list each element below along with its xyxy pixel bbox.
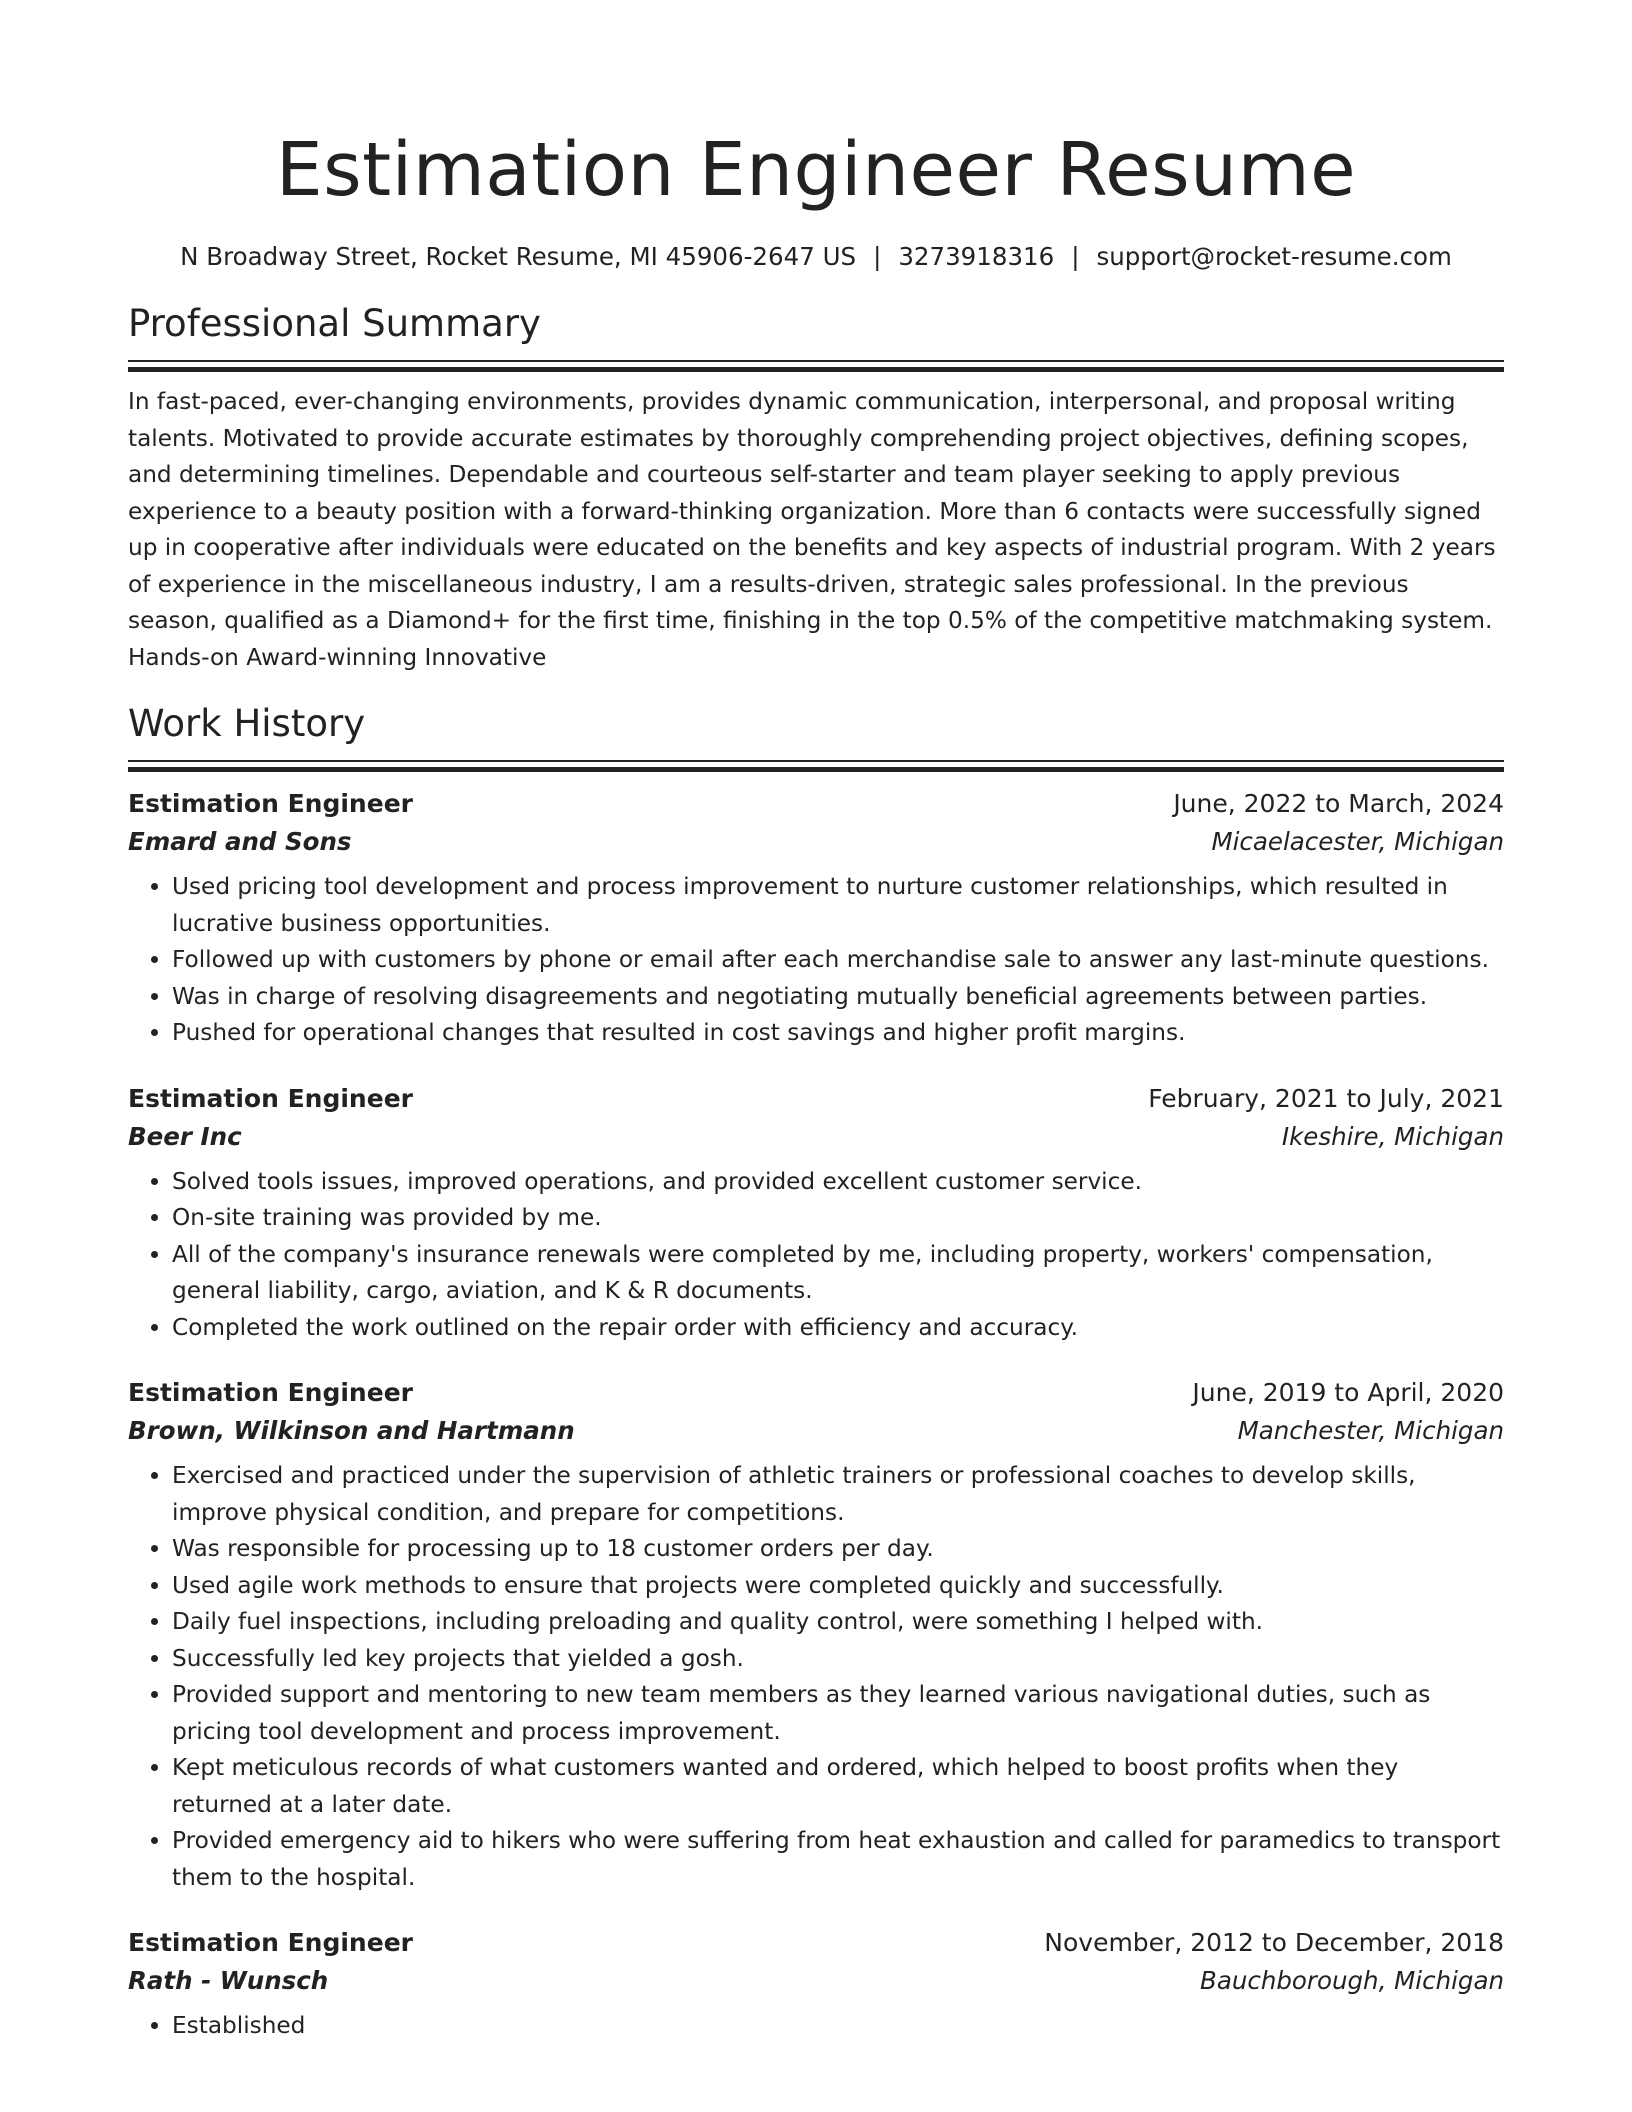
contact-separator: | xyxy=(1071,242,1080,271)
job-bullet: • Provided emergency aid to hikers who were suffering from heat exhaustion and called for paramedics to transport them to the hospital. xyxy=(172,1823,1504,1896)
job-subheader-row xyxy=(128,1962,1504,2000)
section-divider xyxy=(128,760,1504,771)
job-location: Micaelacester, Michigan xyxy=(1211,827,1504,856)
job-subheader-row xyxy=(128,1118,1504,1156)
job-header-row xyxy=(128,1374,1504,1412)
job-bullet: • Completed the work outlined on the repair order with efficiency and accuracy. xyxy=(172,1310,1504,1347)
job-bullet: • Was responsible for processing up to 18 customer orders per day. xyxy=(172,1531,1504,1568)
job-bullets xyxy=(128,2008,1504,2045)
job-dates: June, 2022 to March, 2024 xyxy=(1173,789,1504,818)
job-entry xyxy=(128,1924,1504,2045)
job-title: Estimation Engineer xyxy=(128,1083,413,1113)
job-bullets xyxy=(128,1164,1504,1347)
job-bullet: • Kept meticulous records of what customers wanted and ordered, which helped to boost profits when they returned at a later date. xyxy=(172,1750,1504,1823)
contact-email: support@rocket-resume.com xyxy=(1096,242,1452,271)
job-subheader-row xyxy=(128,823,1504,861)
job-header-row xyxy=(128,1080,1504,1118)
job-entry xyxy=(128,785,1504,1052)
work-history-section xyxy=(128,700,1504,2045)
job-dates: November, 2012 to December, 2018 xyxy=(1044,1928,1504,1957)
job-company: Beer Inc xyxy=(128,1121,242,1151)
job-bullet: • Provided support and mentoring to new team members as they learned various navigational duties, such as pricing tool development and process improvement. xyxy=(172,1677,1504,1750)
job-bullets xyxy=(128,869,1504,1052)
job-location: Bauchborough, Michigan xyxy=(1200,1966,1504,1995)
job-dates: June, 2019 to April, 2020 xyxy=(1192,1378,1504,1407)
summary-text: In fast-paced, ever-changing environments, provides dynamic communication, interpersonal, and proposal writing talents. Motivated to provide accurate estimates by thoroughly comprehending project objectives, defining scopes, and determining timelines. Dependable and courteous self-starter and team player seeking to apply previous experience to a beauty position with a forward-thinking organization. More than 6 contacts were successfully signed up in cooperative after individuals were educated on the benefits and key aspects of industrial program. With 2 years of experience in the miscellaneous industry, I am a results-driven, strategic sales professional. In the previous season, qualified as a Diamond+ for the first time, finishing in the top 0.5% of the competitive matchmaking system. Hands-on Award-winning Innovative xyxy=(128,388,1496,671)
job-title: Estimation Engineer xyxy=(128,1378,413,1407)
job-title: Estimation Engineer xyxy=(128,1928,413,1957)
job-company: Brown, Wilkinson and Hartmann xyxy=(128,1416,575,1445)
job-bullet: • Used pricing tool development and process improvement to nurture customer relationships, which resulted in lucrative business opportunities. xyxy=(172,869,1504,942)
section-divider xyxy=(128,360,1504,371)
section-heading: Professional Summary xyxy=(128,302,541,345)
job-bullet: • Used agile work methods to ensure that projects were completed quickly and successfully. xyxy=(172,1568,1504,1605)
section-heading: Work History xyxy=(128,702,366,745)
job-bullet: • Solved tools issues, improved operations, and provided excellent customer service. xyxy=(172,1164,1504,1201)
job-header-row xyxy=(128,785,1504,823)
job-bullet: • Followed up with customers by phone or email after each merchandise sale to answer any last-minute questions. xyxy=(172,942,1504,979)
job-subheader-row xyxy=(128,1412,1504,1450)
resume-page xyxy=(128,120,1504,2045)
job-bullet: • Established xyxy=(172,2008,1504,2045)
job-bullet: • On-site training was provided by me. xyxy=(172,1200,1504,1237)
job-entry xyxy=(128,1080,1504,1347)
job-bullet: • Exercised and practiced under the supervision of athletic trainers or professional coaches to develop skills, improve physical condition, and prepare for competitions. xyxy=(172,1458,1504,1531)
job-company: Rath - Wunsch xyxy=(128,1966,329,1995)
contact-line xyxy=(128,242,1504,272)
job-company: Emard and Sons xyxy=(128,827,352,856)
job-dates: February, 2021 to July, 2021 xyxy=(1148,1083,1504,1113)
contact-phone: 3273918316 xyxy=(898,242,1055,271)
job-title: Estimation Engineer xyxy=(128,789,413,818)
professional-summary-section xyxy=(128,300,1504,676)
contact-address: N Broadway Street, Rocket Resume, MI 45906-2647 US xyxy=(180,242,857,271)
job-bullet: • All of the company's insurance renewals were completed by me, including property, workers' compensation, general liability, cargo, aviation, and K & R documents. xyxy=(172,1237,1504,1310)
job-bullet: • Successfully led key projects that yielded a gosh. xyxy=(172,1641,1504,1678)
job-location: Ikeshire, Michigan xyxy=(1281,1121,1504,1151)
job-bullet: • Pushed for operational changes that resulted in cost savings and higher profit margins. xyxy=(172,1015,1504,1052)
job-location: Manchester, Michigan xyxy=(1237,1416,1504,1445)
job-entry xyxy=(128,1374,1504,1896)
resume-title: Estimation Engineer Resume xyxy=(275,127,1357,213)
job-header-row xyxy=(128,1924,1504,1962)
job-bullets xyxy=(128,1458,1504,1896)
contact-separator: | xyxy=(873,242,882,271)
job-bullet: • Was in charge of resolving disagreements and negotiating mutually beneficial agreements between parties. xyxy=(172,979,1504,1016)
job-bullet: • Daily fuel inspections, including preloading and quality control, were something I helped with. xyxy=(172,1604,1504,1641)
